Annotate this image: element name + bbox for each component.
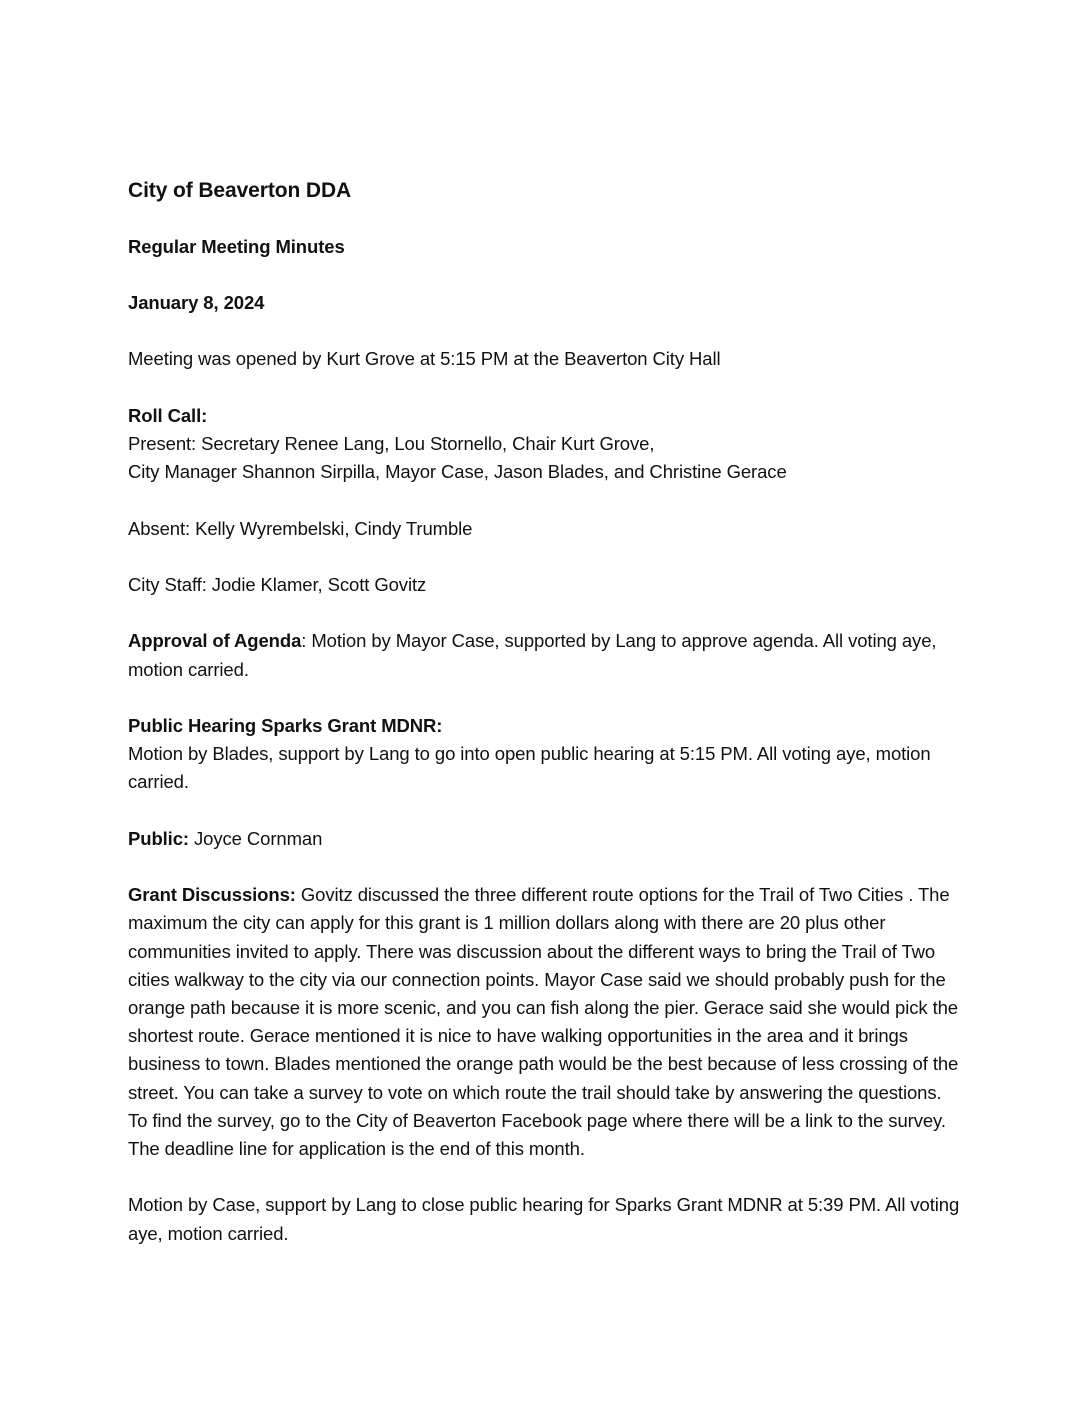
public-hearing-section [128, 712, 964, 797]
grant-discussions-label: Grant Discussions: [128, 884, 296, 906]
document-title: City of Beaverton DDA [128, 179, 352, 202]
public-hearing-text: Motion by Blades, support by Lang to go into open public hearing at 5:15 PM. All voting aye, motion carried. [128, 743, 931, 793]
absent-members: Absent: Kelly Wyrembelski, Cindy Trumble [128, 517, 473, 539]
public-hearing-label: Public Hearing Sparks Grant MDNR: [128, 714, 443, 736]
public-section [128, 825, 964, 853]
city-staff: City Staff: Jodie Klamer, Scott Govitz [128, 573, 427, 595]
grant-discussions-section [128, 881, 964, 1163]
roll-call-label: Roll Call: [128, 404, 208, 426]
roll-call-section [128, 402, 964, 487]
approval-of-agenda-label: Approval of Agenda [128, 630, 302, 652]
opening-statement: Meeting was opened by Kurt Grove at 5:15 PM at the Beaverton City Hall [128, 348, 721, 370]
present-line-1: Present: Secretary Renee Lang, Lou Stornello, Chair Kurt Grove, [128, 433, 655, 454]
public-label: Public: [128, 827, 189, 849]
present-line-2: City Manager Shannon Sirpilla, Mayor Case, Jason Blades, and Christine Gerace [128, 461, 787, 483]
closing-motion: Motion by Case, support by Lang to close public hearing for Sparks Grant MDNR at 5:39 PM. All voting aye, motion carried. [128, 1194, 960, 1244]
approval-of-agenda-text: : Motion by Mayor Case, supported by Lang to approve agenda. All voting aye, motion carried. [128, 630, 937, 680]
meeting-date: January 8, 2024 [128, 292, 265, 314]
document-body [128, 176, 964, 1276]
approval-of-agenda-section [128, 627, 964, 683]
document-subtitle: Regular Meeting Minutes [128, 236, 345, 257]
public-text: Joyce Cornman [188, 827, 323, 849]
grant-discussions-text: Govitz discussed the three different route options for the Trail of Two Cities . The maximum the city can apply for this grant is 1 million dollars along with there are 20 plus other communities invited to apply. There was discussion about the different ways to bring the Trail of Two cities walkway to the city via our connection points. Mayor Case said we should probably push for the orange path because it is more scenic, and you can fish along the pier. Gerace said she would pick the shortest route. Gerace mentioned it is nice to have walking opportunities in the area and it brings business to town. Blades mentioned the orange path would be the best because of less crossing of the street. You can take a survey to vote on which route the trail should take by answering the questions. To find the survey, go to the City of Beaverton Facebook page where there will be a link to the survey. The deadline line for application is the end of this month. [128, 884, 959, 1159]
